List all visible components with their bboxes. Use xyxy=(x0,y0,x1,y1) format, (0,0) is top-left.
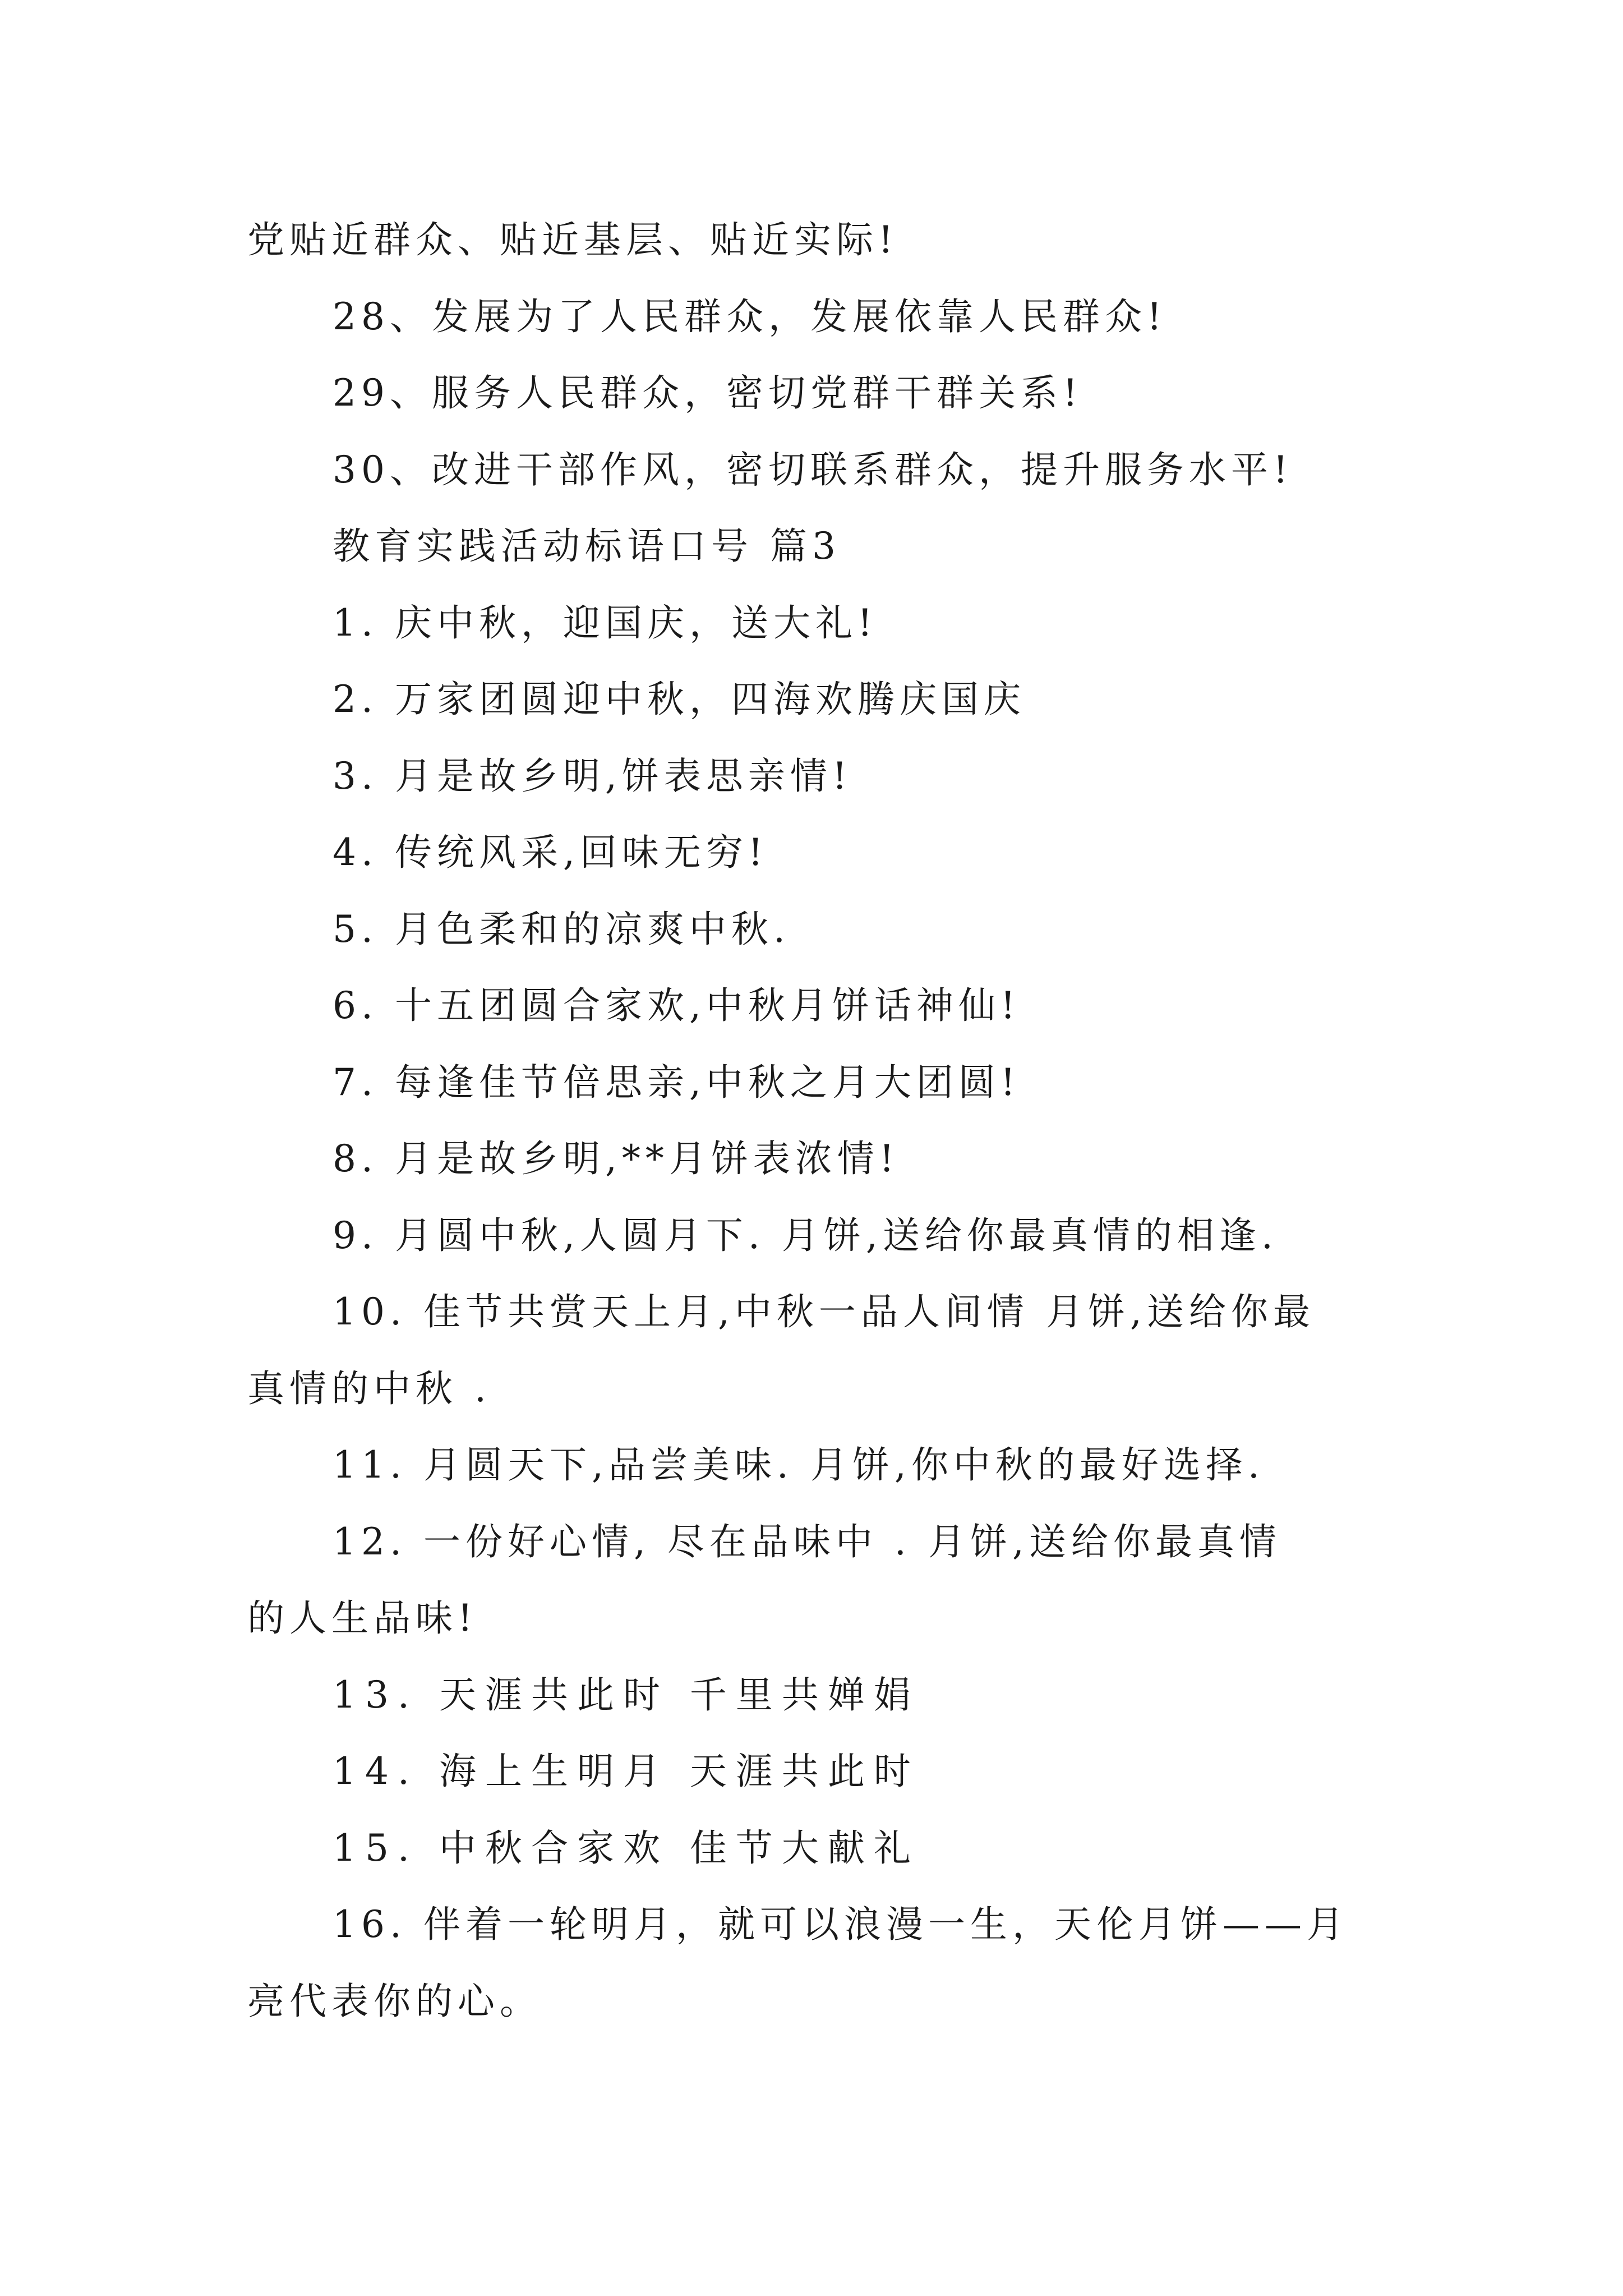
slogan-item-2: 2. 万家团圆迎中秋，四海欢腾庆国庆 xyxy=(333,678,1026,721)
slogan-item-16: 16. 伴着一轮明月，就可以浪漫一生，天伦月饼——月 xyxy=(333,1903,1349,1946)
slogan-item-4: 4. 传统风采,回味无穷! xyxy=(333,831,768,874)
slogan-item-12-continuation: 的人生品味! xyxy=(247,1596,478,1640)
slogan-item-10-continuation: 真情的中秋 . xyxy=(247,1366,491,1410)
slogan-item-6: 6. 十五团圆合家欢,中秋月饼话神仙! xyxy=(333,984,1021,1027)
document-body xyxy=(247,202,1391,2040)
slogan-item-1: 1. 庆中秋，迎国庆，送大礼! xyxy=(333,601,878,645)
slogan-item-8: 8. 月是故乡明,**月饼表浓情! xyxy=(333,1137,900,1180)
section-heading: 教育实践活动标语口号 篇3 xyxy=(333,524,841,568)
slogan-item-13: 13. 天涯共此时 千里共婵娟 xyxy=(333,1673,920,1717)
slogan-item-12: 12. 一份好心情, 尽在品味中 . 月饼,送给你最真情 xyxy=(333,1520,1281,1563)
slogan-item-14: 14. 海上生明月 天涯共此时 xyxy=(333,1750,920,1793)
slogan-item-29: 29、服务人民群众，密切党群干群关系! xyxy=(333,371,1083,415)
slogan-item-28: 28、发展为了人民群众，发展依靠人民群众! xyxy=(333,295,1167,338)
slogan-item-10: 10. 佳节共赏天上月,中秋一品人间情 月饼,送给你最 xyxy=(333,1290,1315,1333)
slogan-item-11: 11. 月圆天下,品尝美味. 月饼,你中秋的最好选择. xyxy=(333,1443,1265,1487)
slogan-item-7: 7. 每逢佳节倍思亲,中秋之月大团圆! xyxy=(333,1060,1021,1104)
slogan-item-30: 30、改进干部作风，密切联系群众，提升服务水平! xyxy=(333,448,1293,491)
slogan-item-16-continuation: 亮代表你的心。 xyxy=(247,1979,542,2023)
slogan-item-15: 15. 中秋合家欢 佳节大献礼 xyxy=(333,1826,920,1870)
slogan-item-3: 3. 月是故乡明,饼表思亲情! xyxy=(333,754,852,798)
text-line-continuation: 党贴近群众、贴近基层、贴近实际! xyxy=(247,218,898,261)
slogan-item-9: 9. 月圆中秋,人圆月下. 月饼,送给你最真情的相逢. xyxy=(333,1213,1278,1257)
slogan-item-5: 5. 月色柔和的凉爽中秋. xyxy=(333,907,790,951)
